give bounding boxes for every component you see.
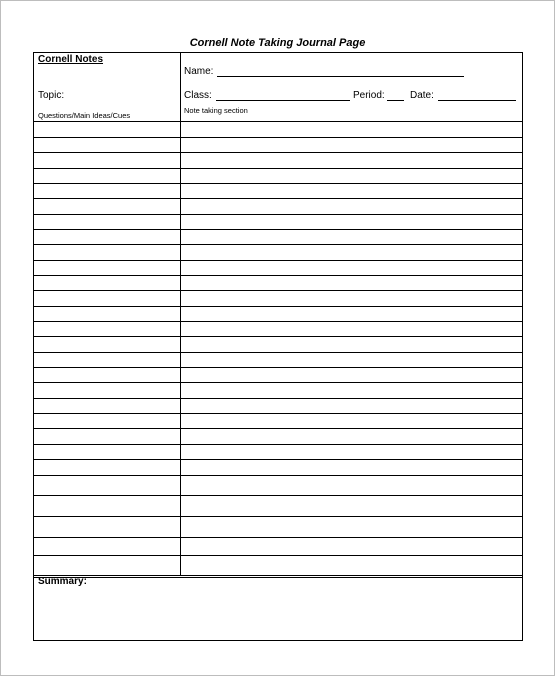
note-row-line [34, 444, 522, 445]
name-field-line[interactable] [217, 76, 464, 77]
note-row-line [34, 183, 522, 184]
note-row-line [34, 367, 522, 368]
note-row-line [34, 413, 522, 414]
cue-column-divider [180, 53, 181, 575]
note-row-line [34, 306, 522, 307]
note-row-line [34, 336, 522, 337]
note-row-line [34, 152, 522, 153]
class-field-line[interactable] [216, 100, 350, 101]
note-row-line [34, 321, 522, 322]
note-row-line [34, 537, 522, 538]
date-label: Date: [410, 90, 434, 101]
note-row-line [34, 459, 522, 460]
summary-divider-secondary [34, 577, 522, 578]
note-row-line [34, 214, 522, 215]
note-row-line [34, 290, 522, 291]
page-title: Cornell Note Taking Journal Page [189, 37, 366, 49]
cornell-notes-sheet [33, 52, 523, 641]
summary-label: Summary: [38, 576, 87, 587]
note-row-line [34, 137, 522, 138]
period-field-line[interactable] [387, 100, 404, 101]
cornell-notes-heading: Cornell Notes [38, 54, 104, 65]
class-label: Class: [184, 90, 212, 101]
note-row-line [34, 398, 522, 399]
header-divider [34, 121, 522, 122]
note-row-line [34, 244, 522, 245]
note-row-line [34, 555, 522, 556]
topic-label: Topic: [38, 90, 65, 101]
note-row-line [34, 275, 522, 276]
note-row-line [34, 475, 522, 476]
note-taking-section-label: Note taking section [184, 106, 248, 115]
note-row-line [34, 260, 522, 261]
summary-divider [34, 575, 522, 576]
cues-column-label: Questions/Main Ideas/Cues [38, 111, 131, 120]
note-row-line [34, 382, 522, 383]
note-row-line [34, 168, 522, 169]
note-row-line [34, 495, 522, 496]
date-field-line[interactable] [438, 100, 516, 101]
note-row-line [34, 352, 522, 353]
note-row-line [34, 229, 522, 230]
note-row-line [34, 516, 522, 517]
name-label: Name: [184, 66, 214, 77]
period-label: Period: [353, 90, 385, 101]
note-row-line [34, 198, 522, 199]
note-row-line [34, 428, 522, 429]
